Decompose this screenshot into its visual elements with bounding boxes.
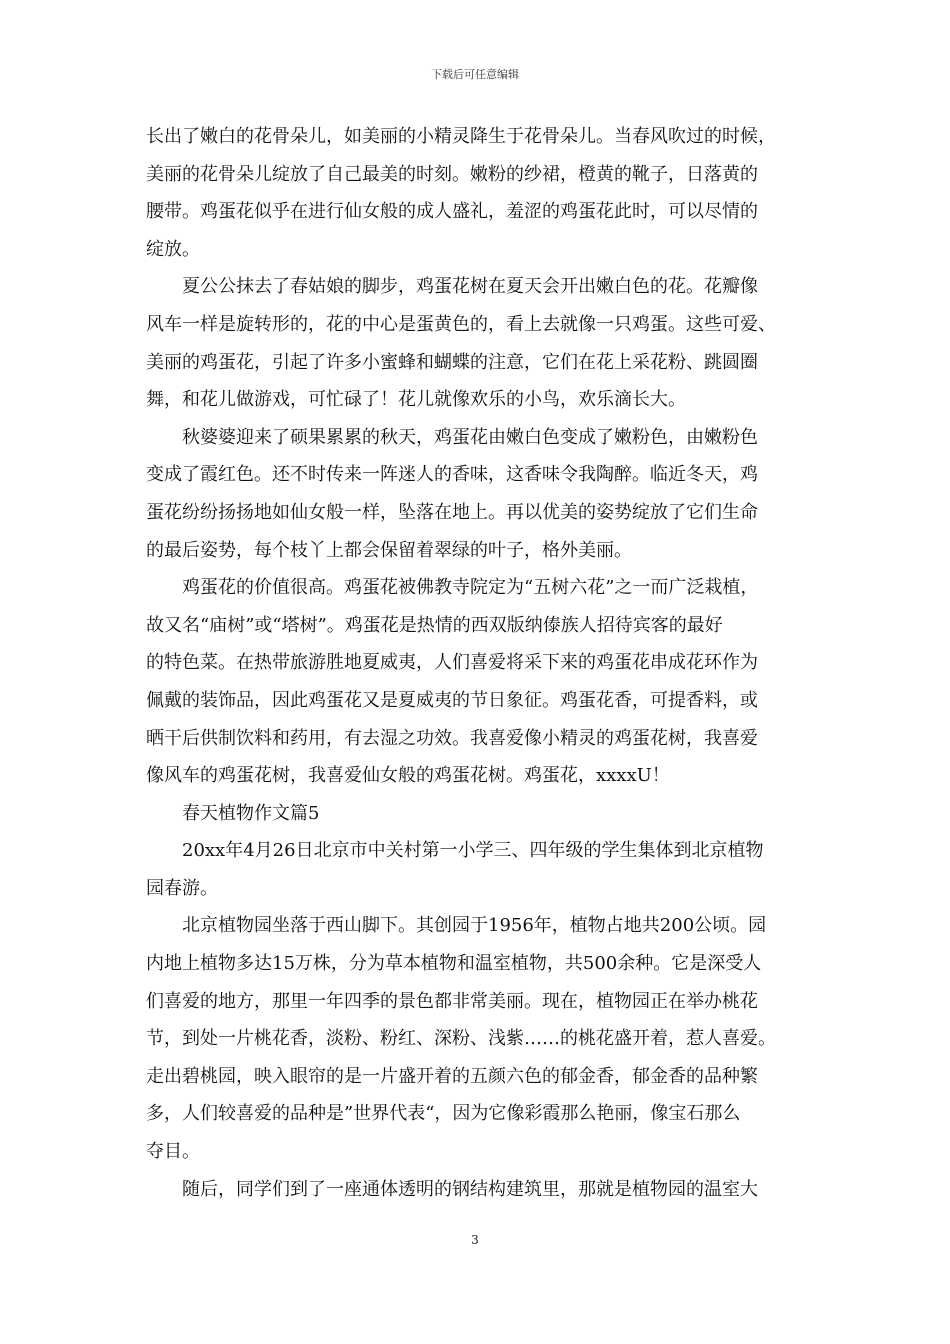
page-header: 下载后可任意编辑: [431, 68, 519, 81]
text-line: 北京植物园坐落于西山脚下。其创园于1956年，植物占地共200公顷。园: [182, 915, 767, 937]
text-line: 内地上植物多达15万株，分为草本植物和温室植物，共500余种。它是深受人: [146, 953, 762, 975]
text-line: 走出碧桃园，映入眼帘的是一片盛开着的五颜六色的郁金香，郁金香的品种繁: [146, 1065, 758, 1087]
text-line: 变成了霞红色。还不时传来一阵迷人的香味，这香味令我陶醉。临近冬天，鸡: [146, 464, 758, 486]
text-line: 绽放。: [146, 238, 200, 260]
text-line: 多，人们较喜爱的品种是”世界代表“，因为它像彩霞那么艳丽，像宝石那么: [146, 1103, 741, 1125]
text-line: 的特色菜。在热带旅游胜地夏威夷，人们喜爱将采下来的鸡蛋花串成花环作为: [146, 652, 758, 674]
page-number: 3: [471, 1233, 479, 1247]
text-line: 舞，和花儿做游戏，可忙碌了！花儿就像欢乐的小鸟，欢乐滴长大。: [146, 389, 686, 411]
text-line: 长出了嫩白的花骨朵儿，如美丽的小精灵降生于花骨朵儿。当春风吹过的时候，: [146, 126, 776, 147]
text-line: 秋婆婆迎来了硕果累累的秋天，鸡蛋花由嫩白色变成了嫩粉色，由嫩粉色: [182, 426, 758, 448]
text-line: 节，到处一片桃花香，淡粉、粉红、深粉、浅紫……的桃花盛开着，惹人喜爱。: [146, 1028, 776, 1050]
text-line: 的最后姿势，每个枝丫上都会保留着翠绿的叶子，格外美丽。: [146, 539, 632, 561]
text-line: 佩戴的装饰品，因此鸡蛋花又是夏威夷的节日象征。鸡蛋花香，可提香料，或: [146, 689, 758, 711]
text-line: 晒干后供制饮料和药用，有去湿之功效。我喜爱像小精灵的鸡蛋花树，我喜爱: [146, 727, 758, 749]
text-line: 美丽的花骨朵儿绽放了自己最美的时刻。嫩粉的纱裙，橙黄的靴子，日落黄的: [146, 163, 758, 185]
text-line: 夺目。: [146, 1141, 200, 1163]
text-line: 腰带。鸡蛋花似乎在进行仙女般的成人盛礼，羞涩的鸡蛋花此时，可以尽情的: [146, 201, 758, 223]
text-line: 故又名“庙树”或“塔树”。鸡蛋花是热情的西双版纳傣族人招待宾客的最好: [146, 614, 723, 636]
text-line: 夏公公抹去了春姑娘的脚步，鸡蛋花树在夏天会开出嫩白色的花。花瓣像: [182, 276, 758, 298]
text-line: 20xx年4月26日北京市中关村第一小学三、四年级的学生集体到北京植物: [182, 840, 764, 862]
body-text: [146, 118, 808, 1208]
section-title: 春天植物作文篇5: [182, 802, 320, 824]
text-line: 随后，同学们到了一座通体透明的钢结构建筑里，那就是植物园的温室大: [182, 1178, 758, 1200]
text-line: 美丽的鸡蛋花，引起了许多小蜜蜂和蝴蝶的注意，它们在花上采花粉、跳圆圈: [146, 351, 758, 373]
text-line: 鸡蛋花的价值很高。鸡蛋花被佛教寺院定为“五树六花”之一而广泛栽植，: [182, 577, 759, 599]
text-line: 像风车的鸡蛋花树，我喜爱仙女般的鸡蛋花树。鸡蛋花，xxxxU！: [146, 765, 670, 787]
text-line: 园春游。: [146, 877, 218, 899]
text-line: 风车一样是旋转形的，花的中心是蛋黄色的，看上去就像一只鸡蛋。这些可爱、: [146, 313, 776, 335]
text-line: 们喜爱的地方，那里一年四季的景色都非常美丽。现在，植物园正在举办桃花: [146, 990, 758, 1012]
text-line: 蛋花纷纷扬扬地如仙女般一样，坠落在地上。再以优美的姿势绽放了它们生命: [146, 501, 758, 523]
